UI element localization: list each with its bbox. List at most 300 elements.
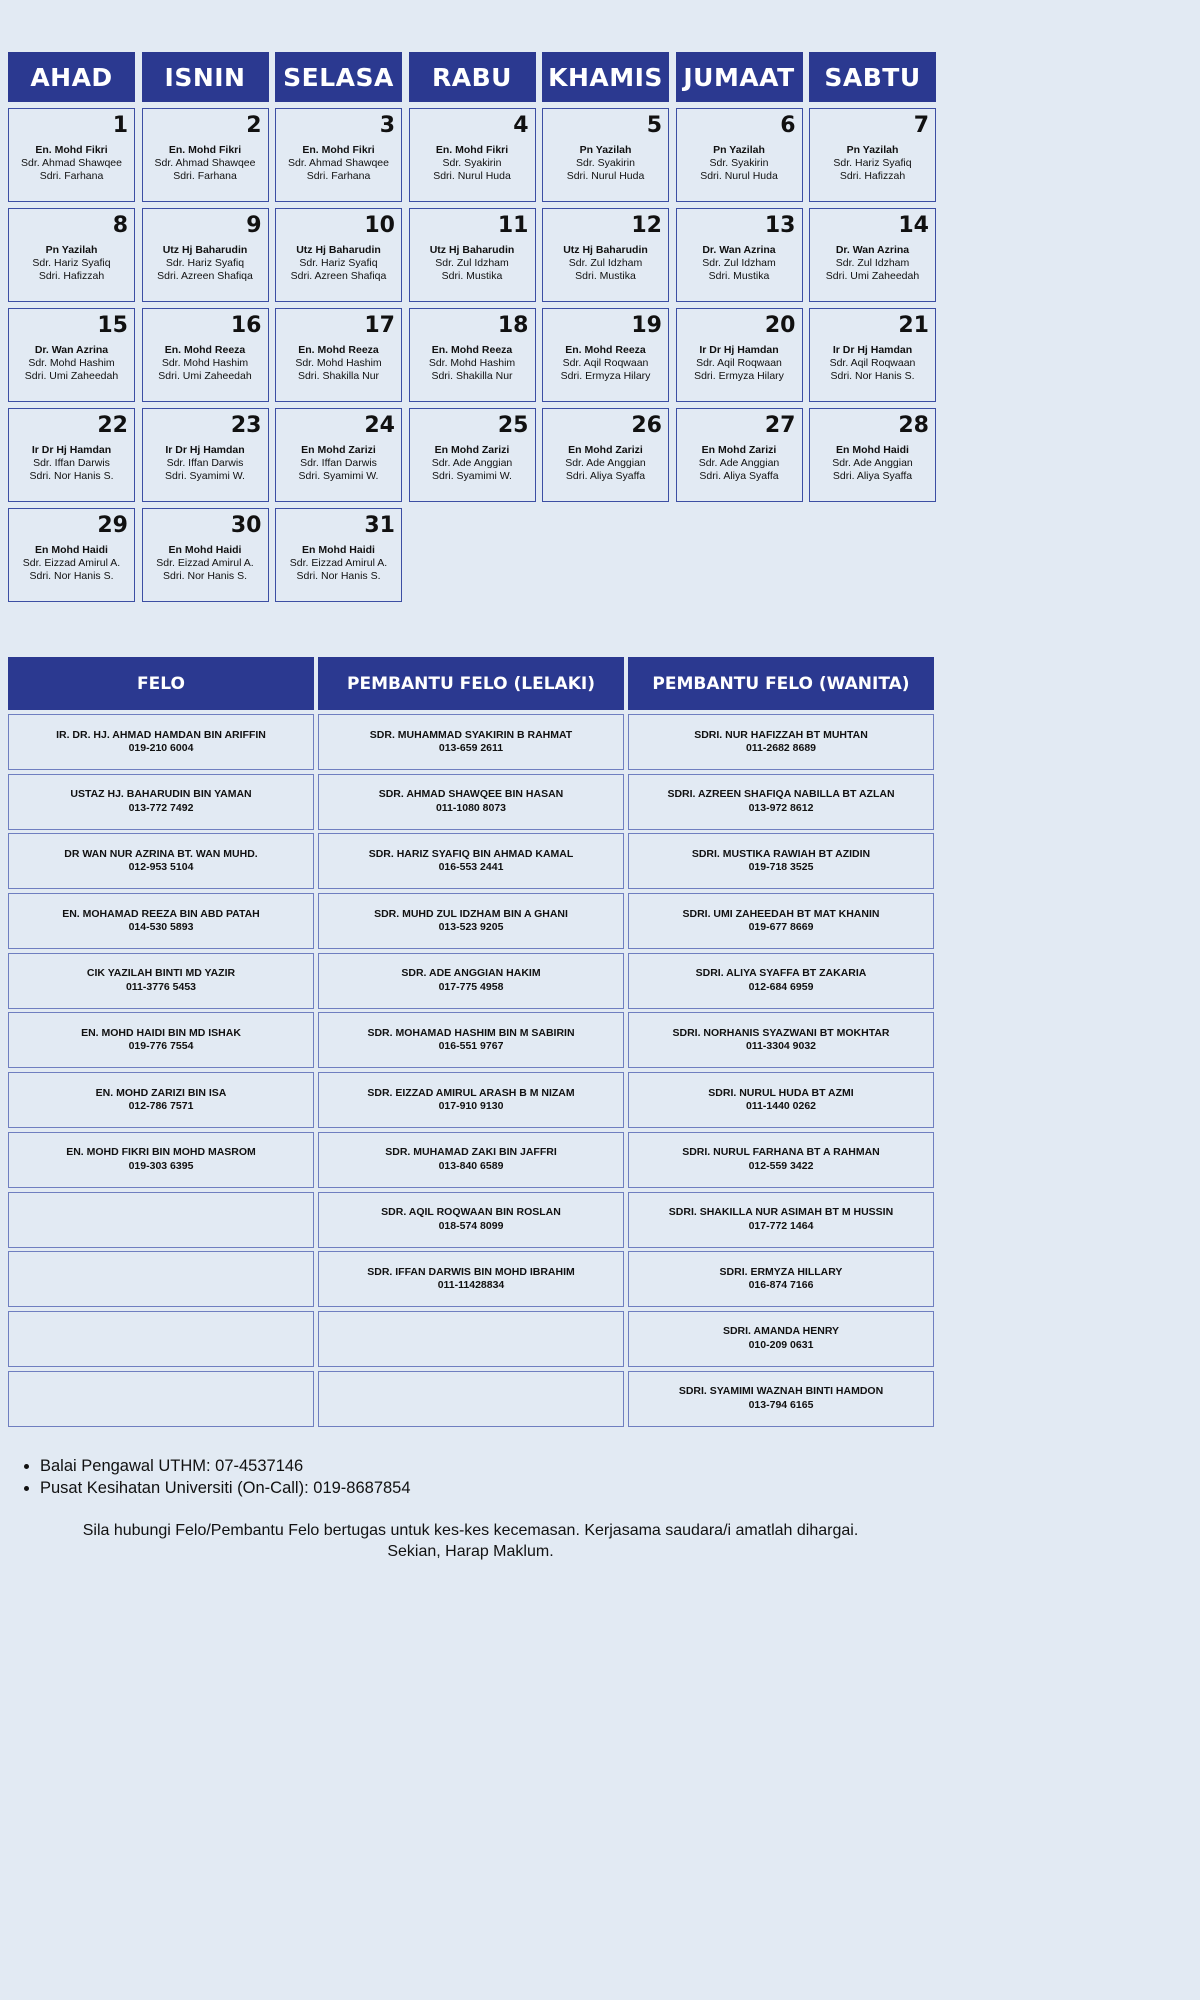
duty-felo: Utz Hj Baharudin: [429, 244, 515, 256]
contact-phone: 017-910 9130: [438, 1100, 504, 1113]
weekday-header: AHAD: [8, 52, 135, 102]
duty-assistant-male: Sdr. Ahmad Shawqee: [154, 157, 256, 169]
duty-assistant-female: Sdri. Hafizzah: [839, 170, 906, 182]
day-number: 5: [646, 113, 662, 138]
weekday-header: SELASA: [275, 52, 402, 102]
duty-felo: En Mohd Zarizi: [434, 444, 510, 456]
day-number: 20: [764, 313, 796, 338]
contact-cell: [318, 833, 624, 889]
contact-name: SDR. MOHAMAD HASHIM BIN M SABIRIN: [367, 1026, 575, 1039]
calendar-day-cell: [542, 208, 669, 302]
duty-roster: [543, 244, 668, 283]
calendar-day-cell: [8, 408, 135, 502]
contact-cell: [628, 1192, 934, 1248]
contact-cell: [318, 1371, 624, 1427]
table-row: [8, 953, 934, 1009]
duty-assistant-female: Sdri. Nor Hanis S.: [29, 570, 114, 582]
emergency-contacts: [20, 1455, 411, 1499]
contact-cell: [318, 774, 624, 830]
duty-felo: Dr. Wan Azrina: [34, 344, 109, 356]
contact-phone: 019-303 6395: [128, 1159, 194, 1172]
duty-felo: En. Mohd Fikri: [168, 144, 242, 156]
duty-felo: Dr. Wan Azrina: [835, 244, 910, 256]
table-row: [8, 1311, 934, 1367]
duty-assistant-female: Sdri. Nurul Huda: [566, 170, 645, 182]
contact-phone: 012-953 5104: [128, 861, 194, 874]
contact-cell: [8, 1311, 314, 1367]
contact-phone: 019-718 3525: [748, 861, 814, 874]
duty-assistant-male: Sdr. Mohd Hashim: [295, 357, 382, 369]
duty-assistant-female: Sdri. Nurul Huda: [700, 170, 778, 182]
contact-cell: [318, 893, 624, 949]
duty-roster: [410, 244, 535, 283]
duty-assistant-male: Sdr. Eizzad Amirul A.: [289, 557, 388, 569]
contact-cell: [8, 893, 314, 949]
contact-phone: 019-776 7554: [128, 1040, 194, 1053]
day-number: 25: [497, 413, 529, 438]
calendar-day-cell: [275, 308, 402, 402]
calendar-day-cell: [676, 408, 803, 502]
duty-assistant-female: Sdri. Ermyza Hilary: [560, 370, 651, 382]
duty-felo: En Mohd Zarizi: [568, 444, 643, 456]
day-number: 18: [497, 313, 529, 338]
contact-phone: 013-772 7492: [128, 801, 194, 814]
calendar-day-cell: [275, 208, 402, 302]
duty-assistant-male: Sdr. Syakirin: [576, 157, 635, 169]
contact-name: SDR. EIZZAD AMIRUL ARASH B M NIZAM: [367, 1086, 575, 1099]
contact-cell: [628, 714, 934, 770]
duty-assistant-male: Sdr. Ahmad Shawqee: [21, 157, 122, 169]
day-number: 27: [764, 413, 796, 438]
duty-assistant-female: Sdri. Aliya Syaffa: [565, 470, 646, 482]
contact-name: USTAZ HJ. BAHARUDIN BIN YAMAN: [70, 788, 252, 801]
duty-felo: En. Mohd Reeza: [298, 344, 379, 356]
duty-felo: Utz Hj Baharudin: [563, 244, 648, 256]
duty-felo: Utz Hj Baharudin: [162, 244, 248, 256]
duty-assistant-male: Sdr. Hariz Syafiq: [32, 257, 111, 269]
duty-felo: Ir Dr Hj Hamdan: [31, 444, 112, 456]
contact-name: EN. MOHD FIKRI BIN MOHD MASROM: [66, 1146, 256, 1159]
duty-assistant-male: Sdr. Aqil Roqwaan: [562, 357, 649, 369]
table-row: [8, 1132, 934, 1188]
duty-roster: [677, 244, 802, 283]
contact-phone: 013-972 8612: [748, 801, 814, 814]
duty-assistant-female: Sdri. Mustika: [575, 270, 636, 282]
duty-assistant-female: Sdri. Farhana: [173, 170, 237, 182]
calendar-grid: [8, 108, 934, 602]
duty-assistant-female: Sdri. Nor Hanis S.: [162, 570, 248, 582]
duty-felo: En Mohd Zarizi: [301, 444, 376, 456]
duty-roster: [276, 444, 401, 483]
duty-felo: Ir Dr Hj Hamdan: [832, 344, 913, 356]
day-number: 17: [364, 313, 395, 338]
contact-list-item: • Pusat Kesihatan Universiti (On-Call): 019-8687854: [40, 1477, 411, 1499]
contact-cell: [628, 833, 934, 889]
contact-cell: [628, 1012, 934, 1068]
calendar-day-cell: [409, 408, 536, 502]
contact-name: SDRI. NURUL FARHANA BT A RAHMAN: [682, 1146, 880, 1159]
contact-cell: [628, 1311, 934, 1367]
duty-assistant-male: Sdr. Hariz Syafiq: [833, 157, 912, 169]
contact-cell: [8, 833, 314, 889]
duty-roster: [9, 344, 134, 383]
contact-phone: 013-659 2611: [438, 742, 504, 754]
duty-roster: [9, 444, 134, 483]
calendar-day-cell: [542, 108, 669, 202]
contact-cell: [628, 774, 934, 830]
duty-felo: En. Mohd Reeza: [431, 344, 513, 356]
contact-name: SDRI. MUSTIKA RAWIAH BT AZIDIN: [691, 847, 871, 860]
table-row: [8, 893, 934, 949]
calendar-day-cell: [8, 108, 135, 202]
contact-cell: [318, 1251, 624, 1307]
duty-roster: [810, 244, 935, 283]
calendar-day-cell: [8, 508, 135, 602]
calendar-day-cell: [142, 308, 269, 402]
contact-cell: [8, 1072, 314, 1128]
day-number: 31: [364, 513, 395, 538]
duty-assistant-female: Sdri. Farhana: [306, 170, 371, 182]
table-row: [8, 833, 934, 889]
footer-line-1: Sila hubungi Felo/Pembantu Felo bertugas untuk kes-kes kecemasan. Kerjasama saudara/i amatlah dihargai.: [82, 1522, 859, 1539]
contact-cell: [8, 1012, 314, 1068]
duty-roster: [810, 144, 935, 183]
day-number: 6: [780, 113, 796, 138]
day-number: 21: [898, 313, 929, 338]
contact-phone: 011-11428834: [437, 1279, 505, 1292]
weekday-header: KHAMIS: [542, 52, 669, 102]
contact-cell: [628, 1251, 934, 1307]
contact-name: EN. MOHD ZARIZI BIN ISA: [95, 1086, 227, 1099]
footer-note: [0, 1520, 941, 1562]
duty-assistant-female: Sdri. Azreen Shafiqa: [290, 270, 387, 282]
day-number: 29: [97, 513, 128, 538]
duty-felo: Dr. Wan Azrina: [702, 244, 776, 256]
contact-phone: 012-684 6959: [748, 980, 814, 993]
contact-name: SDRI. UMI ZAHEEDAH BT MAT KHANIN: [682, 907, 880, 920]
contact-phone: 019-677 8669: [748, 921, 814, 934]
contact-cell: [628, 1132, 934, 1188]
contact-cell: [318, 1072, 624, 1128]
contact-cell: [8, 1251, 314, 1307]
calendar-day-cell: [275, 508, 402, 602]
contact-phone: 016-551 9767: [438, 1040, 504, 1053]
table-row: [8, 1192, 934, 1248]
duty-assistant-female: Sdri. Hafizzah: [38, 270, 105, 282]
duty-assistant-female: Sdri. Syamimi W.: [298, 470, 379, 482]
contact-name: CIK YAZILAH BINTI MD YAZIR: [86, 967, 236, 980]
duty-assistant-female: Sdri. Aliya Syaffa: [832, 470, 913, 482]
duty-roster: [410, 444, 535, 483]
duty-roster: [677, 444, 802, 483]
contact-name: SDRI. NURUL HUDA BT AZMI: [708, 1086, 854, 1099]
contact-phone: 011-1440 0262: [745, 1100, 817, 1113]
duty-roster: [9, 244, 134, 283]
duty-assistant-female: Sdri. Umi Zaheedah: [158, 370, 252, 382]
duty-assistant-female: Sdri. Shakilla Nur: [431, 370, 513, 382]
calendar-day-cell: [409, 108, 536, 202]
column-header: PEMBANTU FELO (WANITA): [628, 657, 934, 710]
duty-assistant-male: Sdr. Syakirin: [442, 157, 502, 169]
duty-assistant-male: Sdr. Mohd Hashim: [161, 357, 249, 369]
contact-cell: [318, 1311, 624, 1367]
duty-roster: [276, 244, 401, 283]
contact-phone: 012-559 3422: [748, 1159, 814, 1172]
contact-phone: 017-772 1464: [748, 1219, 814, 1232]
duty-assistant-female: Sdri. Mustika: [441, 270, 503, 282]
contact-name: SDR. MUHD ZUL IDZHAM BIN A GHANI: [374, 907, 568, 920]
weekday-header: ISNIN: [142, 52, 269, 102]
day-number: 19: [631, 313, 662, 338]
duty-assistant-male: Sdr. Iffan Darwis: [166, 457, 244, 469]
duty-felo: En. Mohd Reeza: [164, 344, 246, 356]
duty-felo: Utz Hj Baharudin: [296, 244, 381, 256]
day-number: 2: [246, 113, 262, 138]
duty-roster: [143, 244, 268, 283]
duty-roster: [677, 144, 802, 183]
contact-cell: [628, 953, 934, 1009]
contact-phone: 016-553 2441: [438, 861, 504, 874]
duty-assistant-male: Sdr. Aqil Roqwaan: [696, 357, 782, 369]
contact-name: SDRI. SHAKILLA NUR ASIMAH BT M HUSSIN: [668, 1206, 894, 1218]
duty-assistant-female: Sdri. Umi Zaheedah: [24, 370, 119, 382]
day-number: 13: [764, 213, 796, 238]
calendar-day-cell: [275, 408, 402, 502]
duty-roster: [143, 144, 268, 183]
contact-name: SDR. MUHAMMAD SYAKIRIN B RAHMAT: [369, 728, 573, 741]
duty-roster: [143, 544, 268, 583]
duty-assistant-male: Sdr. Eizzad Amirul A.: [22, 557, 121, 569]
contact-phone: 014-530 5893: [128, 921, 194, 934]
calendar-day-cell: [142, 208, 269, 302]
contact-phone: 011-3776 5453: [125, 980, 197, 993]
contact-name: SDR. IFFAN DARWIS BIN MOHD IBRAHIM: [367, 1265, 575, 1278]
day-number: 8: [112, 213, 128, 238]
duty-roster: [543, 144, 668, 183]
duty-assistant-female: Sdri. Shakilla Nur: [297, 370, 380, 382]
calendar-day-cell: [275, 108, 402, 202]
day-number: 16: [230, 313, 262, 338]
duty-assistant-male: Sdr. Syakirin: [709, 157, 769, 169]
duty-assistant-female: Sdri. Ermyza Hilary: [694, 370, 784, 382]
contact-phone: 017-775 4958: [438, 980, 504, 993]
duty-roster: [410, 144, 535, 183]
calendar-day-cell: [676, 108, 803, 202]
duty-roster: [276, 344, 401, 383]
weekday-header: SABTU: [809, 52, 936, 102]
table-header-row: [8, 657, 934, 710]
duty-assistant-male: Sdr. Ahmad Shawqee: [288, 157, 389, 169]
contact-phone: 011-1080 8073: [435, 801, 507, 814]
duty-roster: [143, 444, 268, 483]
duty-assistant-female: Sdri. Nurul Huda: [433, 170, 511, 182]
contact-phone: 011-2682 8689: [745, 742, 817, 754]
calendar-day-cell: [676, 308, 803, 402]
duty-assistant-female: Sdri. Nor Hanis S.: [29, 470, 114, 482]
duty-felo: En Mohd Haidi: [836, 444, 909, 456]
duty-assistant-male: Sdr. Ade Anggian: [431, 457, 513, 469]
duty-assistant-male: Sdr. Zul Idzham: [702, 257, 776, 269]
table-row: [8, 714, 934, 770]
duty-assistant-male: Sdr. Zul Idzham: [568, 257, 643, 269]
duty-assistant-male: Sdr. Eizzad Amirul A.: [156, 557, 254, 569]
day-number: 22: [97, 413, 128, 438]
duty-roster: [543, 444, 668, 483]
contact-cell: [8, 774, 314, 830]
table-row: [8, 1371, 934, 1427]
day-number: 12: [631, 213, 662, 238]
duty-felo: En Mohd Haidi: [168, 544, 242, 556]
contact-cell: [318, 1192, 624, 1248]
day-number: 9: [246, 213, 262, 238]
duty-felo: Pn Yazilah: [579, 144, 632, 156]
contact-name: SDR. HARIZ SYAFIQ BIN AHMAD KAMAL: [368, 847, 574, 860]
column-header: PEMBANTU FELO (LELAKI): [318, 657, 624, 710]
duty-roster: [276, 544, 401, 583]
duty-assistant-male: Sdr. Mohd Hashim: [28, 357, 115, 369]
duty-roster: [9, 544, 134, 583]
duty-assistant-male: Sdr. Ade Anggian: [565, 457, 646, 469]
duty-assistant-male: Sdr. Aqil Roqwaan: [829, 357, 916, 369]
day-number: 7: [913, 113, 929, 138]
duty-assistant-female: Sdri. Nor Hanis S.: [296, 570, 381, 582]
duty-felo: En Mohd Haidi: [35, 544, 108, 556]
contact-name: SDRI. ALIYA SYAFFA BT ZAKARIA: [695, 967, 867, 980]
contact-name: SDR. MUHAMAD ZAKI BIN JAFFRI: [385, 1146, 557, 1159]
duty-assistant-female: Sdri. Mustika: [708, 270, 770, 282]
contact-name: SDRI. NUR HAFIZZAH BT MUHTAN: [694, 728, 868, 741]
calendar-day-cell: [409, 208, 536, 302]
duty-assistant-male: Sdr. Hariz Syafiq: [165, 257, 245, 269]
duty-assistant-male: Sdr. Iffan Darwis: [300, 457, 377, 469]
table-row: [8, 1012, 934, 1068]
duty-assistant-male: Sdr. Iffan Darwis: [33, 457, 110, 469]
contact-name: SDRI. SYAMIMI WAZNAH BINTI HAMDON: [678, 1385, 884, 1398]
contact-name: SDR. AQIL ROQWAAN BIN ROSLAN: [381, 1206, 561, 1218]
contact-name: SDR. AHMAD SHAWQEE BIN HASAN: [378, 788, 564, 801]
contact-phone: 013-523 9205: [438, 921, 504, 934]
calendar-day-cell: [809, 208, 936, 302]
weekday-header: RABU: [409, 52, 536, 102]
contact-cell: [8, 1132, 314, 1188]
contact-cell: [318, 714, 624, 770]
day-number: 3: [379, 113, 395, 138]
duty-assistant-male: Sdr. Ade Anggian: [698, 457, 780, 469]
contact-phone: 019-210 6004: [128, 742, 194, 754]
contact-phone: 010-209 0631: [748, 1338, 814, 1351]
contact-phone: 011-3304 9032: [745, 1040, 817, 1053]
duty-felo: Ir Dr Hj Hamdan: [699, 344, 779, 356]
duty-roster: [543, 344, 668, 383]
duty-felo: En. Mohd Reeza: [565, 344, 646, 356]
contact-table: [8, 657, 934, 1430]
duty-assistant-female: Sdri. Syamimi W.: [165, 470, 245, 482]
duty-assistant-female: Sdri. Aliya Syaffa: [699, 470, 779, 482]
contact-name: DR WAN NUR AZRINA BT. WAN MUHD.: [64, 847, 258, 860]
contact-name: EN. MOHD HAIDI BIN MD ISHAK: [81, 1026, 241, 1039]
duty-calendar: [8, 52, 934, 602]
contact-phone: 013-794 6165: [748, 1398, 814, 1411]
day-number: 14: [898, 213, 929, 238]
duty-roster: [677, 344, 802, 383]
day-number: 4: [513, 113, 529, 138]
table-row: [8, 1072, 934, 1128]
duty-assistant-male: Sdr. Hariz Syafiq: [299, 257, 378, 269]
duty-assistant-female: Sdri. Nor Hanis S.: [830, 370, 915, 382]
duty-felo: En. Mohd Fikri: [435, 144, 509, 156]
day-number: 10: [364, 213, 395, 238]
column-header: FELO: [8, 657, 314, 710]
weekday-header-row: [8, 52, 934, 102]
day-number: 26: [631, 413, 662, 438]
contact-list-item: • Balai Pengawal UTHM: 07-4537146: [40, 1455, 411, 1477]
contact-cell: [8, 953, 314, 1009]
duty-assistant-female: Sdri. Farhana: [39, 170, 104, 182]
duty-roster: [810, 344, 935, 383]
duty-assistant-male: Sdr. Zul Idzham: [835, 257, 910, 269]
contact-cell: [8, 1371, 314, 1427]
calendar-day-cell: [8, 308, 135, 402]
duty-roster: [810, 444, 935, 483]
contact-cell: [8, 714, 314, 770]
duty-assistant-male: Sdr. Mohd Hashim: [428, 357, 516, 369]
day-number: 24: [364, 413, 395, 438]
duty-felo: Pn Yazilah: [45, 244, 98, 256]
duty-assistant-female: Sdri. Syamimi W.: [432, 470, 512, 482]
weekday-header: JUMAAT: [676, 52, 803, 102]
contact-cell: [628, 1371, 934, 1427]
calendar-day-cell: [809, 308, 936, 402]
contact-cell: [318, 1132, 624, 1188]
duty-roster: [143, 344, 268, 383]
contact-name: IR. DR. HJ. AHMAD HAMDAN BIN ARIFFIN: [56, 728, 266, 741]
calendar-day-cell: [142, 508, 269, 602]
table-row: [8, 1251, 934, 1307]
duty-assistant-female: Sdri. Umi Zaheedah: [825, 270, 920, 282]
duty-felo: En. Mohd Fikri: [35, 144, 108, 156]
day-number: 11: [497, 213, 529, 238]
contact-phone: 012-786 7571: [128, 1100, 194, 1113]
calendar-day-cell: [142, 108, 269, 202]
duty-assistant-male: Sdr. Ade Anggian: [832, 457, 913, 469]
duty-felo: En. Mohd Fikri: [302, 144, 375, 156]
duty-roster: [9, 144, 134, 183]
day-number: 30: [230, 513, 262, 538]
calendar-day-cell: [542, 408, 669, 502]
contact-name: SDR. ADE ANGGIAN HAKIM: [401, 967, 541, 980]
duty-assistant-male: Sdr. Zul Idzham: [435, 257, 509, 269]
duty-felo: En Mohd Haidi: [302, 544, 375, 556]
duty-felo: En Mohd Zarizi: [701, 444, 777, 456]
calendar-day-cell: [8, 208, 135, 302]
contact-phone: 018-574 8099: [438, 1219, 504, 1232]
calendar-day-cell: [809, 408, 936, 502]
contact-phone: 013-840 6589: [438, 1159, 504, 1172]
contact-name: SDRI. ERMYZA HILLARY: [719, 1265, 843, 1278]
contact-name: SDRI. AMANDA HENRY: [722, 1325, 840, 1338]
calendar-day-cell: [542, 308, 669, 402]
duty-roster: [410, 344, 535, 383]
duty-felo: Pn Yazilah: [713, 144, 765, 156]
duty-assistant-female: Sdri. Azreen Shafiqa: [157, 270, 253, 282]
day-number: 28: [898, 413, 929, 438]
contact-name: SDRI. NORHANIS SYAZWANI BT MOKHTAR: [672, 1026, 890, 1039]
calendar-day-cell: [142, 408, 269, 502]
contact-phone: 016-874 7166: [748, 1279, 814, 1292]
calendar-day-cell: [676, 208, 803, 302]
calendar-day-cell: [809, 108, 936, 202]
duty-felo: Pn Yazilah: [846, 144, 899, 156]
